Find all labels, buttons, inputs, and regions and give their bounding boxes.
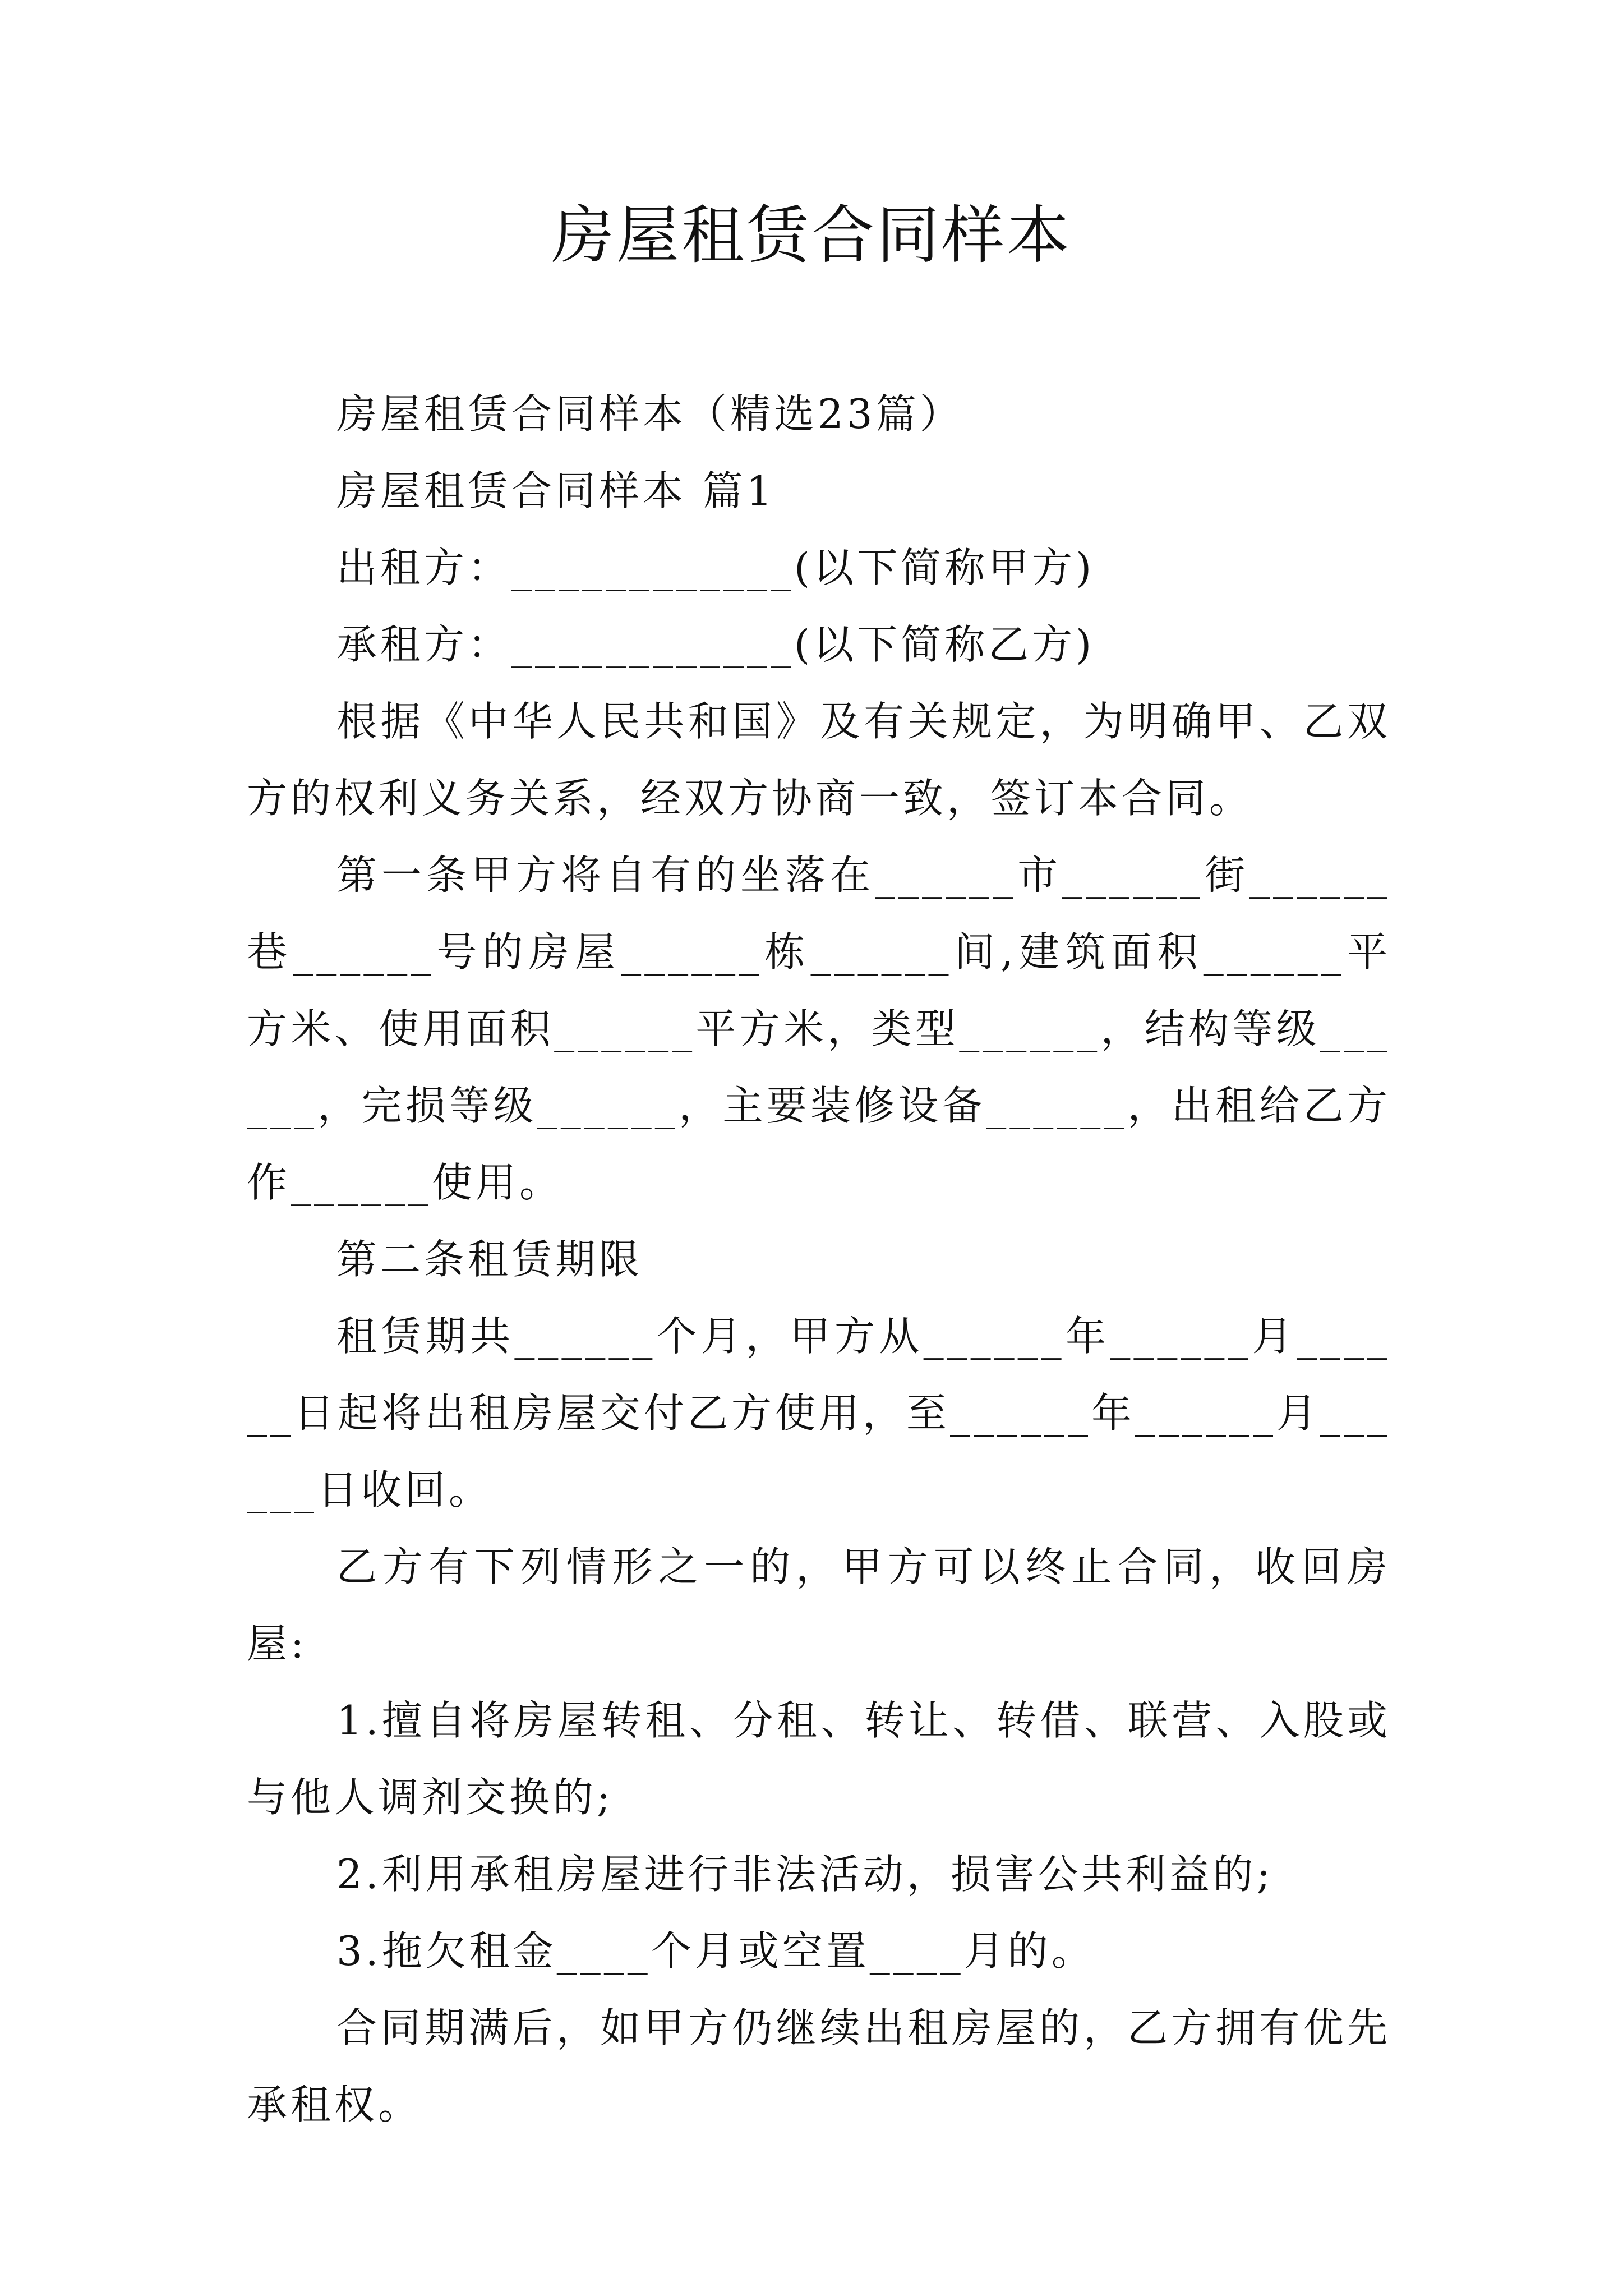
termination-item-1: 1.擅自将房屋转租、分租、转让、转借、联营、入股或与他人调剂交换的;	[247, 1697, 1391, 1821]
section-heading: 房屋租赁合同样本 篇1	[336, 467, 776, 514]
lessor-line: 出租方：____________(以下简称甲方)	[336, 544, 1095, 591]
article-one-paragraph: 第一条甲方将自有的坐落在______市______街______巷______号的房屋______栋______间,建筑面积______平方米、使用面积______平方米，类型______，结构等级______，完损等级______，主要装修设备______，出租给乙方作______使用。	[247, 852, 1391, 1206]
termination-item-2: 2.利用承租房屋进行非法活动，损害公共利益的;	[336, 1851, 1274, 1898]
renewal-paragraph: 合同期满后，如甲方仍继续出租房屋的，乙方拥有优先承租权。	[247, 2004, 1391, 2128]
lease-term-paragraph: 租赁期共______个月，甲方从______年______月______日起将出租房屋交付乙方使用，至______年______月______日收回。	[247, 1313, 1391, 1513]
preamble-paragraph: 根据《中华人民共和国》及有关规定，为明确甲、乙双方的权利义务关系，经双方协商一致，签订本合同。	[247, 698, 1391, 822]
termination-intro-paragraph: 乙方有下列情形之一的，甲方可以终止合同，收回房屋:	[247, 1543, 1391, 1667]
article-two-heading: 第二条租赁期限	[336, 1236, 643, 1283]
document-body	[247, 376, 1391, 2143]
subtitle-paragraph: 房屋租赁合同样本（精选23篇）	[336, 390, 963, 438]
lessee-line: 承租方：____________(以下简称乙方)	[336, 621, 1095, 668]
document-title: 房屋租赁合同样本	[551, 199, 1072, 272]
termination-item-3: 3.拖欠租金____个月或空置____月的。	[336, 1927, 1095, 1975]
